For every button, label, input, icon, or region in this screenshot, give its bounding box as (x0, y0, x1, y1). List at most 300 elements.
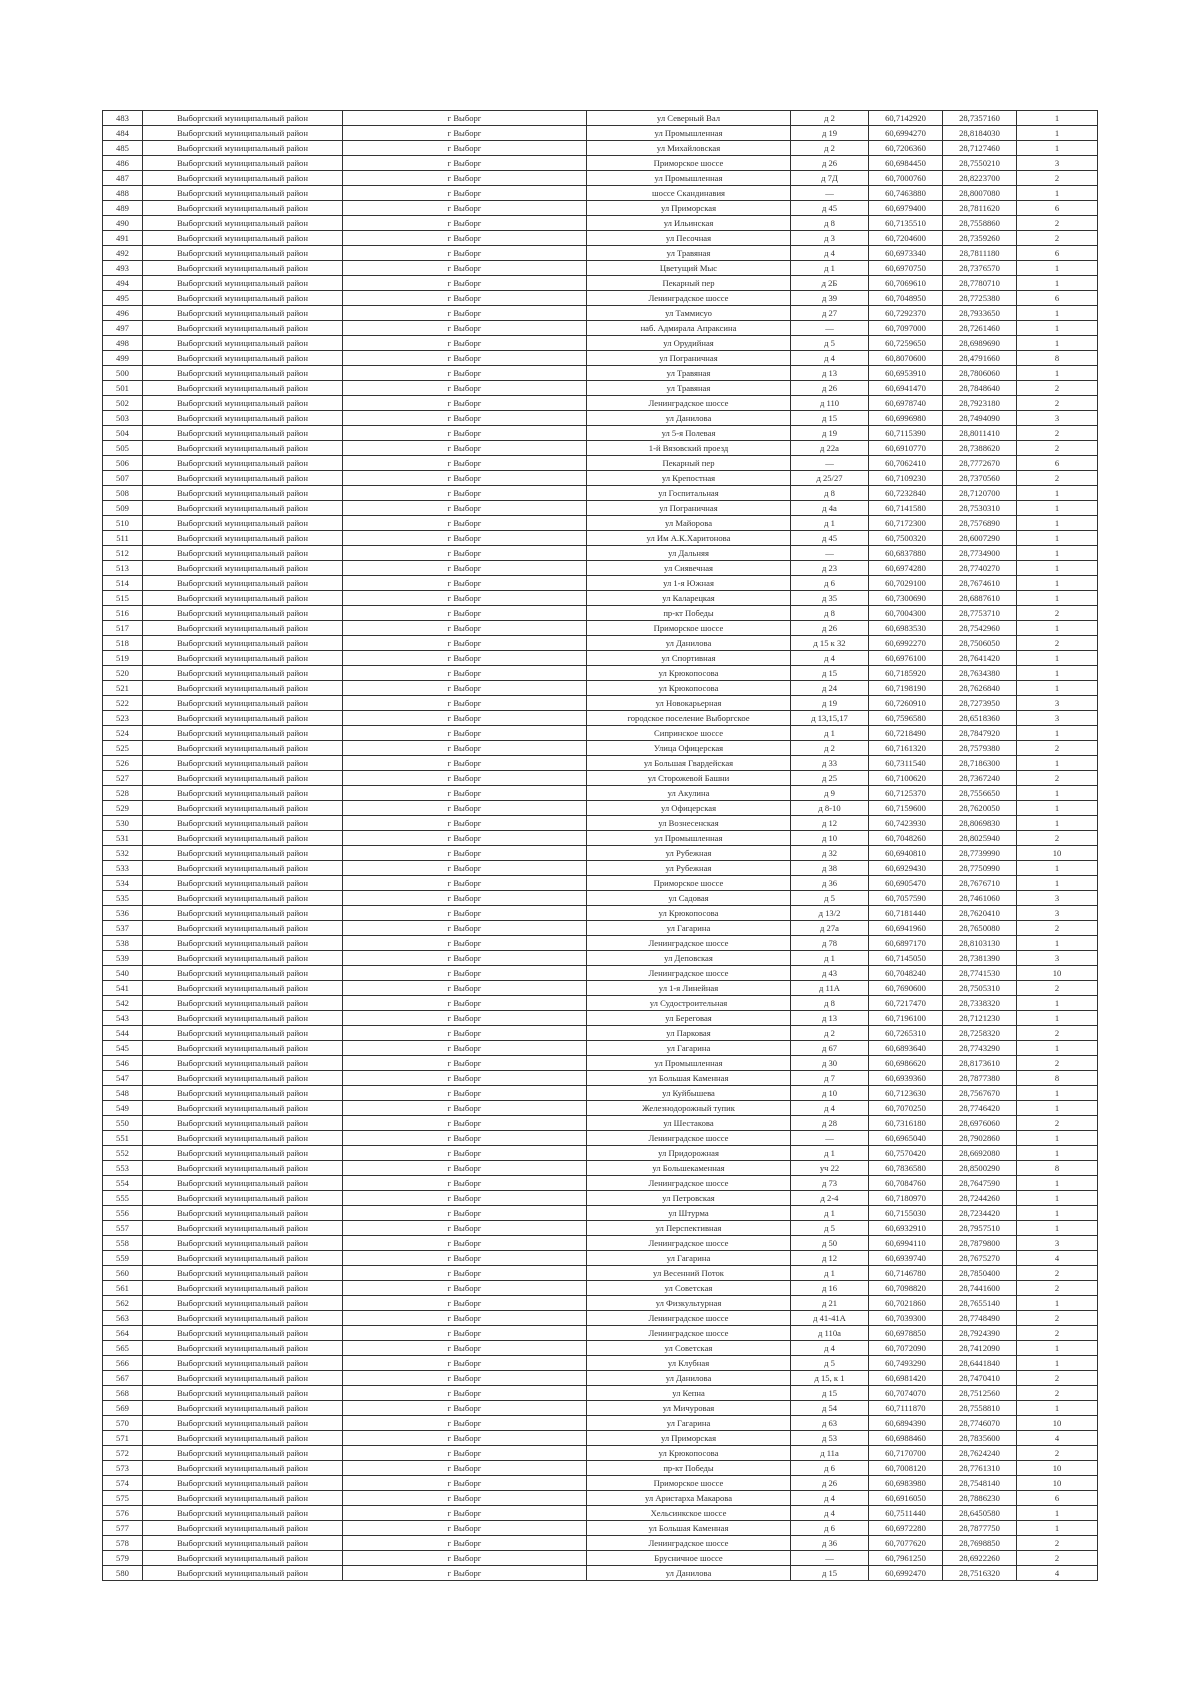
longitude-cell: 28,7441600 (943, 1281, 1017, 1296)
longitude-cell: 28,7850400 (943, 1266, 1017, 1281)
district-cell: Выборгский муниципальный район (143, 741, 343, 756)
count-cell: 1 (1017, 1041, 1098, 1056)
latitude-cell: 60,7115390 (869, 426, 943, 441)
count-cell: 1 (1017, 1206, 1098, 1221)
longitude-cell: 28,7506050 (943, 636, 1017, 651)
count-cell: 1 (1017, 1011, 1098, 1026)
table-row (103, 1506, 1098, 1521)
table-row (103, 201, 1098, 216)
district-cell: Выборгский муниципальный район (143, 441, 343, 456)
row-number-cell: 551 (103, 1131, 143, 1146)
district-cell: Выборгский муниципальный район (143, 261, 343, 276)
house-cell: д 67 (791, 1041, 869, 1056)
street-cell: ул Травяная (587, 246, 791, 261)
latitude-cell: 60,7077620 (869, 1536, 943, 1551)
table-row (103, 1116, 1098, 1131)
count-cell: 8 (1017, 351, 1098, 366)
latitude-cell: 60,7181440 (869, 906, 943, 921)
table-row (103, 336, 1098, 351)
latitude-cell: 60,6994110 (869, 1236, 943, 1251)
row-number-cell: 517 (103, 621, 143, 636)
city-cell: г Выборг (343, 1491, 587, 1506)
count-cell: 1 (1017, 876, 1098, 891)
street-cell: ул Гагарина (587, 1041, 791, 1056)
street-cell: ул Сиявечная (587, 561, 791, 576)
district-cell: Выборгский муниципальный район (143, 276, 343, 291)
city-cell: г Выборг (343, 1236, 587, 1251)
longitude-cell: 28,8011410 (943, 426, 1017, 441)
count-cell: 3 (1017, 951, 1098, 966)
latitude-cell: 60,7069610 (869, 276, 943, 291)
city-cell: г Выборг (343, 756, 587, 771)
city-cell: г Выборг (343, 831, 587, 846)
house-cell: д 1 (791, 516, 869, 531)
count-cell: 10 (1017, 966, 1098, 981)
latitude-cell: 60,7008120 (869, 1461, 943, 1476)
table-row (103, 1446, 1098, 1461)
row-number-cell: 495 (103, 291, 143, 306)
district-cell: Выборгский муниципальный район (143, 1041, 343, 1056)
table-row (103, 1566, 1098, 1581)
house-cell: д 10 (791, 1086, 869, 1101)
row-number-cell: 538 (103, 936, 143, 951)
city-cell: г Выборг (343, 636, 587, 651)
street-cell: ул 1-я Южная (587, 576, 791, 591)
city-cell: г Выборг (343, 1506, 587, 1521)
table-row (103, 621, 1098, 636)
city-cell: г Выборг (343, 876, 587, 891)
street-cell: Железнодорожный тупик (587, 1101, 791, 1116)
row-number-cell: 575 (103, 1491, 143, 1506)
table-row (103, 1251, 1098, 1266)
city-cell: г Выборг (343, 216, 587, 231)
count-cell: 6 (1017, 456, 1098, 471)
latitude-cell: 60,7206360 (869, 141, 943, 156)
longitude-cell: 28,7924390 (943, 1326, 1017, 1341)
count-cell: 2 (1017, 606, 1098, 621)
district-cell: Выборгский муниципальный район (143, 1131, 343, 1146)
count-cell: 6 (1017, 201, 1098, 216)
row-number-cell: 566 (103, 1356, 143, 1371)
city-cell: г Выборг (343, 1311, 587, 1326)
district-cell: Выборгский муниципальный район (143, 486, 343, 501)
street-cell: ул Весенний Поток (587, 1266, 791, 1281)
latitude-cell: 60,7292370 (869, 306, 943, 321)
house-cell: д 4а (791, 501, 869, 516)
house-cell: д 1 (791, 1206, 869, 1221)
latitude-cell: 60,7198190 (869, 681, 943, 696)
street-cell: ул Судостроительная (587, 996, 791, 1011)
count-cell: 1 (1017, 591, 1098, 606)
row-number-cell: 521 (103, 681, 143, 696)
house-cell: — (791, 321, 869, 336)
latitude-cell: 60,6981420 (869, 1371, 943, 1386)
district-cell: Выборгский муниципальный район (143, 681, 343, 696)
street-cell: ул Таммисуо (587, 306, 791, 321)
longitude-cell: 28,7674610 (943, 576, 1017, 591)
latitude-cell: 60,6941960 (869, 921, 943, 936)
street-cell: Цветущий Мыс (587, 261, 791, 276)
city-cell: г Выборг (343, 1326, 587, 1341)
house-cell: д 4 (791, 1506, 869, 1521)
street-cell: ул Физкультурная (587, 1296, 791, 1311)
count-cell: 3 (1017, 1236, 1098, 1251)
row-number-cell: 578 (103, 1536, 143, 1551)
street-cell: ул Промышленная (587, 831, 791, 846)
row-number-cell: 568 (103, 1386, 143, 1401)
latitude-cell: 60,7000760 (869, 171, 943, 186)
table-row (103, 426, 1098, 441)
row-number-cell: 561 (103, 1281, 143, 1296)
house-cell: д 4 (791, 651, 869, 666)
district-cell: Выборгский муниципальный район (143, 1356, 343, 1371)
table-row (103, 651, 1098, 666)
row-number-cell: 514 (103, 576, 143, 591)
longitude-cell: 28,8500290 (943, 1161, 1017, 1176)
latitude-cell: 60,7074070 (869, 1386, 943, 1401)
house-cell: уч 22 (791, 1161, 869, 1176)
count-cell: 1 (1017, 651, 1098, 666)
longitude-cell: 28,6976060 (943, 1116, 1017, 1131)
house-cell: д 35 (791, 591, 869, 606)
count-cell: 1 (1017, 681, 1098, 696)
street-cell: 1-й Вязовский проезд (587, 441, 791, 456)
row-number-cell: 531 (103, 831, 143, 846)
house-cell: д 4 (791, 1491, 869, 1506)
house-cell: д 54 (791, 1401, 869, 1416)
latitude-cell: 60,7463880 (869, 186, 943, 201)
table-row (103, 981, 1098, 996)
row-number-cell: 574 (103, 1476, 143, 1491)
street-cell: ул Сторожевой Башни (587, 771, 791, 786)
street-cell: ул Гагарина (587, 1251, 791, 1266)
table-row (103, 1041, 1098, 1056)
row-number-cell: 511 (103, 531, 143, 546)
table-row (103, 681, 1098, 696)
city-cell: г Выборг (343, 366, 587, 381)
count-cell: 1 (1017, 816, 1098, 831)
city-cell: г Выборг (343, 666, 587, 681)
house-cell: д 6 (791, 576, 869, 591)
house-cell: д 36 (791, 1536, 869, 1551)
table-row (103, 531, 1098, 546)
latitude-cell: 60,7123630 (869, 1086, 943, 1101)
longitude-cell: 28,7675270 (943, 1251, 1017, 1266)
longitude-cell: 28,7620050 (943, 801, 1017, 816)
district-cell: Выборгский муниципальный район (143, 1476, 343, 1491)
count-cell: 4 (1017, 1566, 1098, 1581)
table-row (103, 276, 1098, 291)
city-cell: г Выборг (343, 1416, 587, 1431)
city-cell: г Выборг (343, 1086, 587, 1101)
row-number-cell: 487 (103, 171, 143, 186)
count-cell: 1 (1017, 1296, 1098, 1311)
city-cell: г Выборг (343, 306, 587, 321)
count-cell: 1 (1017, 726, 1098, 741)
city-cell: г Выборг (343, 1401, 587, 1416)
count-cell: 1 (1017, 1176, 1098, 1191)
city-cell: г Выборг (343, 801, 587, 816)
house-cell: д 1 (791, 1266, 869, 1281)
longitude-cell: 28,7367240 (943, 771, 1017, 786)
row-number-cell: 573 (103, 1461, 143, 1476)
house-cell: д 5 (791, 1221, 869, 1236)
latitude-cell: 60,6894390 (869, 1416, 943, 1431)
count-cell: 4 (1017, 1431, 1098, 1446)
latitude-cell: 60,7145050 (869, 951, 943, 966)
district-cell: Выборгский муниципальный район (143, 756, 343, 771)
latitude-cell: 60,7180970 (869, 1191, 943, 1206)
longitude-cell: 28,7698850 (943, 1536, 1017, 1551)
row-number-cell: 505 (103, 441, 143, 456)
row-number-cell: 492 (103, 246, 143, 261)
longitude-cell: 28,6007290 (943, 531, 1017, 546)
street-cell: ул Штурма (587, 1206, 791, 1221)
row-number-cell: 488 (103, 186, 143, 201)
house-cell: д 8 (791, 606, 869, 621)
latitude-cell: 60,6939360 (869, 1071, 943, 1086)
table-row (103, 591, 1098, 606)
city-cell: г Выборг (343, 1026, 587, 1041)
street-cell: городское поселение Выборгское (587, 711, 791, 726)
street-cell: ул Пограничная (587, 351, 791, 366)
house-cell: д 23 (791, 561, 869, 576)
longitude-cell: 28,7647590 (943, 1176, 1017, 1191)
district-cell: Выборгский муниципальный район (143, 1371, 343, 1386)
table-row (103, 891, 1098, 906)
house-cell: д 15, к 1 (791, 1371, 869, 1386)
district-cell: Выборгский муниципальный район (143, 1401, 343, 1416)
street-cell: ул Аристарха Макарова (587, 1491, 791, 1506)
latitude-cell: 60,7072090 (869, 1341, 943, 1356)
latitude-cell: 60,7155030 (869, 1206, 943, 1221)
house-cell: д 8-10 (791, 801, 869, 816)
table-row (103, 141, 1098, 156)
district-cell: Выборгский муниципальный район (143, 921, 343, 936)
longitude-cell: 28,7746420 (943, 1101, 1017, 1116)
house-cell: д 13,15,17 (791, 711, 869, 726)
table-row (103, 111, 1098, 126)
district-cell: Выборгский муниципальный район (143, 456, 343, 471)
latitude-cell: 60,7300690 (869, 591, 943, 606)
longitude-cell: 28,7376570 (943, 261, 1017, 276)
street-cell: Сипринское шоссе (587, 726, 791, 741)
longitude-cell: 28,7650080 (943, 921, 1017, 936)
latitude-cell: 60,7159600 (869, 801, 943, 816)
city-cell: г Выборг (343, 471, 587, 486)
district-cell: Выборгский муниципальный район (143, 531, 343, 546)
city-cell: г Выборг (343, 576, 587, 591)
longitude-cell: 28,7548140 (943, 1476, 1017, 1491)
street-cell: ул Приморская (587, 1431, 791, 1446)
district-cell: Выборгский муниципальный район (143, 1206, 343, 1221)
district-cell: Выборгский муниципальный район (143, 1011, 343, 1026)
latitude-cell: 60,6953910 (869, 366, 943, 381)
row-number-cell: 491 (103, 231, 143, 246)
count-cell: 3 (1017, 711, 1098, 726)
district-cell: Выборгский муниципальный район (143, 606, 343, 621)
row-number-cell: 546 (103, 1056, 143, 1071)
count-cell: 1 (1017, 546, 1098, 561)
count-cell: 1 (1017, 1341, 1098, 1356)
longitude-cell: 28,7933650 (943, 306, 1017, 321)
row-number-cell: 567 (103, 1371, 143, 1386)
street-cell: ул Парковая (587, 1026, 791, 1041)
city-cell: г Выборг (343, 1566, 587, 1581)
city-cell: г Выборг (343, 426, 587, 441)
street-cell: Ленинградское шоссе (587, 1326, 791, 1341)
latitude-cell: 60,7196100 (869, 1011, 943, 1026)
count-cell: 2 (1017, 1551, 1098, 1566)
district-cell: Выборгский муниципальный район (143, 1161, 343, 1176)
city-cell: г Выборг (343, 321, 587, 336)
count-cell: 2 (1017, 1311, 1098, 1326)
row-number-cell: 524 (103, 726, 143, 741)
city-cell: г Выборг (343, 501, 587, 516)
house-cell: д 43 (791, 966, 869, 981)
latitude-cell: 60,6973340 (869, 246, 943, 261)
latitude-cell: 60,7039300 (869, 1311, 943, 1326)
table-row (103, 411, 1098, 426)
longitude-cell: 28,7748490 (943, 1311, 1017, 1326)
city-cell: г Выборг (343, 1446, 587, 1461)
house-cell: д 12 (791, 1251, 869, 1266)
street-cell: ул Куйбышева (587, 1086, 791, 1101)
row-number-cell: 549 (103, 1101, 143, 1116)
count-cell: 2 (1017, 396, 1098, 411)
district-cell: Выборгский муниципальный район (143, 846, 343, 861)
row-number-cell: 499 (103, 351, 143, 366)
longitude-cell: 28,8025940 (943, 831, 1017, 846)
longitude-cell: 28,8173610 (943, 1056, 1017, 1071)
street-cell: ул Крюкопосова (587, 906, 791, 921)
table-row (103, 1086, 1098, 1101)
street-cell: ул Крюкопосова (587, 666, 791, 681)
city-cell: г Выборг (343, 1536, 587, 1551)
latitude-cell: 60,6996980 (869, 411, 943, 426)
table-row (103, 741, 1098, 756)
city-cell: г Выборг (343, 1101, 587, 1116)
count-cell: 2 (1017, 981, 1098, 996)
table-row (103, 1206, 1098, 1221)
latitude-cell: 60,7311540 (869, 756, 943, 771)
district-cell: Выборгский муниципальный район (143, 336, 343, 351)
table-row (103, 1101, 1098, 1116)
count-cell: 2 (1017, 171, 1098, 186)
table-row (103, 396, 1098, 411)
table-row (103, 801, 1098, 816)
street-cell: ул Пограничная (587, 501, 791, 516)
street-cell: ул Перспективная (587, 1221, 791, 1236)
latitude-cell: 60,6970750 (869, 261, 943, 276)
row-number-cell: 500 (103, 366, 143, 381)
row-number-cell: 535 (103, 891, 143, 906)
row-number-cell: 510 (103, 516, 143, 531)
street-cell: Ленинградское шоссе (587, 966, 791, 981)
latitude-cell: 60,6929430 (869, 861, 943, 876)
latitude-cell: 60,6916050 (869, 1491, 943, 1506)
district-cell: Выборгский муниципальный район (143, 321, 343, 336)
district-cell: Выборгский муниципальный район (143, 111, 343, 126)
latitude-cell: 60,6978850 (869, 1326, 943, 1341)
house-cell: д 4 (791, 246, 869, 261)
street-cell: Ленинградское шоссе (587, 1311, 791, 1326)
row-number-cell: 553 (103, 1161, 143, 1176)
count-cell: 1 (1017, 1506, 1098, 1521)
city-cell: г Выборг (343, 1056, 587, 1071)
latitude-cell: 60,6910770 (869, 441, 943, 456)
city-cell: г Выборг (343, 1116, 587, 1131)
row-number-cell: 569 (103, 1401, 143, 1416)
count-cell: 1 (1017, 561, 1098, 576)
count-cell: 2 (1017, 381, 1098, 396)
city-cell: г Выборг (343, 591, 587, 606)
longitude-cell: 28,4791660 (943, 351, 1017, 366)
longitude-cell: 28,7624240 (943, 1446, 1017, 1461)
house-cell: д 27а (791, 921, 869, 936)
city-cell: г Выборг (343, 1296, 587, 1311)
house-cell: д 21 (791, 1296, 869, 1311)
table-row (103, 636, 1098, 651)
latitude-cell: 60,7029100 (869, 576, 943, 591)
city-cell: г Выборг (343, 996, 587, 1011)
latitude-cell: 60,6965040 (869, 1131, 943, 1146)
latitude-cell: 60,7316180 (869, 1116, 943, 1131)
row-number-cell: 485 (103, 141, 143, 156)
table-row (103, 1476, 1098, 1491)
table-row (103, 1521, 1098, 1536)
house-cell: д 5 (791, 891, 869, 906)
count-cell: 2 (1017, 1536, 1098, 1551)
city-cell: г Выборг (343, 1281, 587, 1296)
latitude-cell: 60,6994270 (869, 126, 943, 141)
longitude-cell: 28,7542960 (943, 621, 1017, 636)
district-cell: Выборгский муниципальный район (143, 366, 343, 381)
house-cell: — (791, 1551, 869, 1566)
longitude-cell: 28,7261460 (943, 321, 1017, 336)
row-number-cell: 506 (103, 456, 143, 471)
street-cell: Хельсинкское шоссе (587, 1506, 791, 1521)
count-cell: 1 (1017, 756, 1098, 771)
district-cell: Выборгский муниципальный район (143, 951, 343, 966)
street-cell: ул Орудийная (587, 336, 791, 351)
house-cell: д 13/2 (791, 906, 869, 921)
row-number-cell: 513 (103, 561, 143, 576)
house-cell: д 25 (791, 771, 869, 786)
table-row (103, 1326, 1098, 1341)
table-row (103, 876, 1098, 891)
city-cell: г Выборг (343, 261, 587, 276)
district-cell: Выборгский муниципальный район (143, 981, 343, 996)
row-number-cell: 572 (103, 1446, 143, 1461)
latitude-cell: 60,7048240 (869, 966, 943, 981)
district-cell: Выборгский муниципальный район (143, 1326, 343, 1341)
street-cell: ул Промышленная (587, 126, 791, 141)
table-row (103, 1161, 1098, 1176)
house-cell: д 110а (791, 1326, 869, 1341)
longitude-cell: 28,7626840 (943, 681, 1017, 696)
longitude-cell: 28,7676710 (943, 876, 1017, 891)
row-number-cell: 519 (103, 651, 143, 666)
count-cell: 3 (1017, 906, 1098, 921)
row-number-cell: 526 (103, 756, 143, 771)
table-row (103, 606, 1098, 621)
row-number-cell: 483 (103, 111, 143, 126)
latitude-cell: 60,6976100 (869, 651, 943, 666)
row-number-cell: 529 (103, 801, 143, 816)
table-row (103, 1416, 1098, 1431)
longitude-cell: 28,7753710 (943, 606, 1017, 621)
